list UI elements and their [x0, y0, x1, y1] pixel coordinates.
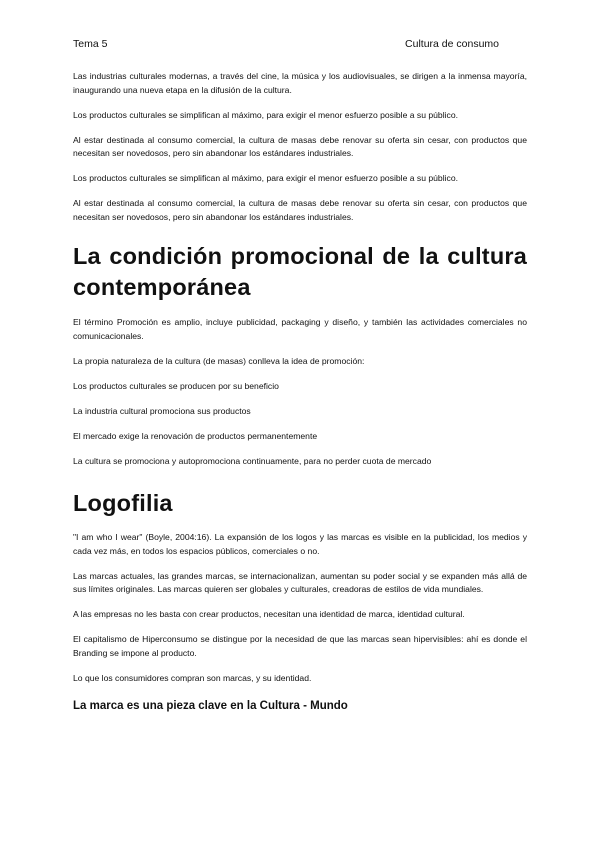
subheading-cultura-mundo: La marca es una pieza clave en la Cultura - Mundo	[73, 700, 348, 712]
paragraph: Los productos culturales se producen por su beneficio	[73, 380, 279, 391]
header-title: Cultura de consumo	[405, 38, 499, 50]
page-header	[73, 38, 527, 50]
paragraph: El término Promoción es amplio, incluye publicidad, packaging y diseño, y también las actividades comerciales no comunicacionales.	[73, 317, 527, 341]
paragraph: Las industrias culturales modernas, a través del cine, la música y los audiovisuales, se dirigen a la inmensa mayoría, inaugurando una nueva etapa en la difusión de la cultura.	[73, 71, 527, 95]
paragraph: Las marcas actuales, las grandes marcas, se internacionalizan, aumentan su poder social y se expanden más allá de sus límites originales. Las marcas quieren ser globales y culturales, creadoras de estilos de vida mundiales.	[73, 570, 527, 594]
paragraph: Los productos culturales se simplifican al máximo, para exigir el menor esfuerzo posible a su público.	[73, 173, 458, 183]
paragraph: Los productos culturales se simplifican al máximo, para exigir el menor esfuerzo posible a su público.	[73, 109, 458, 120]
paragraph: El capitalismo de Hiperconsumo se distingue por la necesidad de que las marcas sean hipervisibles: ahí es donde el Branding se impone al producto.	[73, 634, 527, 658]
section-heading-logofilia: Logofilia	[73, 490, 173, 516]
paragraph: Al estar destinada al consumo comercial, la cultura de masas debe renovar su oferta sin cesar, con productos que necesitan ser novedosos, pero sin abandonar los estándares industriales.	[73, 198, 527, 222]
paragraph: Lo que los consumidores compran son marcas, y su identidad.	[73, 672, 312, 683]
paragraph: La industria cultural promociona sus productos	[73, 405, 251, 416]
document-body	[73, 70, 527, 712]
paragraph: La propia naturaleza de la cultura (de masas) conlleva la idea de promoción:	[73, 355, 365, 366]
paragraph: "I am who I wear" (Boyle, 2004:16). La expansión de los logos y las marcas es visible en la publicidad, los medios y cada vez más, en todos los espacios públicos, comerciales o no.	[73, 532, 527, 556]
paragraph: La cultura se promociona y autopromociona continuamente, para no perder cuota de mercado	[73, 455, 432, 466]
paragraph: El mercado exige la renovación de productos permanentemente	[73, 430, 318, 441]
header-topic: Tema 5	[73, 38, 108, 50]
paragraph: Al estar destinada al consumo comercial, la cultura de masas debe renovar su oferta sin cesar, con productos que necesitan ser novedosos, pero sin abandonar los estándares industriales.	[73, 134, 527, 158]
section-heading-promocional: La condición promocional de la cultura contemporánea	[73, 243, 527, 300]
paragraph: A las empresas no les basta con crear productos, necesitan una identidad de marca, identidad cultural.	[73, 609, 465, 619]
